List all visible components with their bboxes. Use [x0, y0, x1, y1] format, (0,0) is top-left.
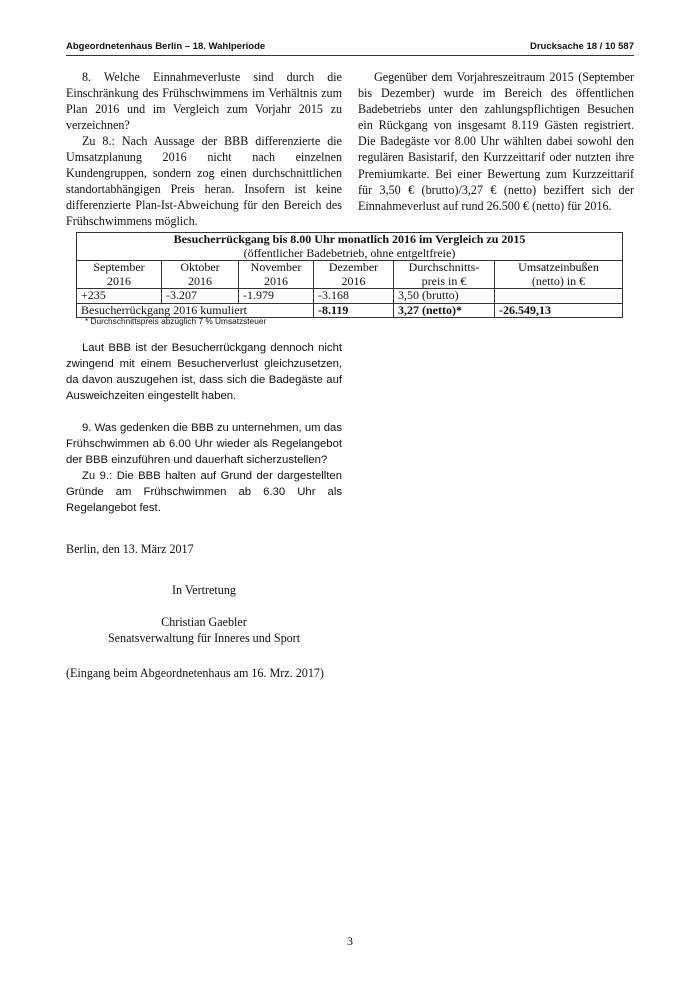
column-header: Oktober 2016 — [162, 261, 239, 289]
total-label: Besucherrückgang 2016 kumuliert — [77, 303, 314, 318]
table-cell: 3,50 (brutto) — [394, 289, 495, 304]
table-heading-cell — [77, 233, 623, 261]
representation-note: In Vertretung — [172, 583, 236, 597]
column-header: Durchschnitts- preis in € — [394, 261, 495, 289]
right-column-text: Gegenüber dem Vorjahreszeitraum 2015 (September bis Dezember) wurde im Bereich des öffentlichen Badebetriebs unter den zahlungspflichtigen Besuchen ein Rückgang von insgesamt 8.119 Gästen registriert. Die Badegäste vor 8.00 Uhr wählten dabei sowohl den regulären Basistarif, den Kurzzeittarif oder nutzten ihre Premiumkarte. Bei einer Bewertung zum Kurzzeittarif für 3,50 € (brutto)/3,27 € (netto) beziffert sich der Einnahmeverlust auf rund 26.500 € (netto) für 2016. — [358, 70, 634, 213]
table-cell: -3.207 — [162, 289, 239, 304]
column-header: November 2016 — [239, 261, 314, 289]
table-row — [77, 289, 623, 304]
total-value: -8.119 — [314, 303, 394, 318]
table-footnote: * Durchschnittspreis abzüglich 7 % Umsatzsteuer — [85, 316, 267, 326]
question-9: 9. Was gedenken die BBB zu unternehmen, um das Frühschwimmen ab 6.00 Uhr wieder als Regelangebot der BBB einzuführen und dauerhaft sicherzustellen? — [66, 422, 342, 466]
signatory-name: Christian Gaebler — [161, 615, 247, 629]
answer-9: Zu 9.: Die BBB halten auf Grund der dargestellten Gründe am Frühschwimmen ab 6.30 Uhr als Regelangebot fest. — [66, 470, 342, 514]
receipt-note: (Eingang beim Abgeordnetenhaus am 16. Mrz. 2017) — [66, 666, 324, 680]
table-title: Besucherrückgang bis 8.00 Uhr monatlich 2016 im Vergleich zu 2015 — [173, 232, 526, 246]
total-price: 3,27 (netto)* — [394, 303, 495, 318]
after-table-text: Laut BBB ist der Besucherrückgang dennoch nicht zwingend mit einem Besucherverlust gleichzusetzen, da davon auszugehen ist, dass sich die Badegäste auf Ausweichzeiten eingestellt haben. — [66, 342, 342, 402]
page-header — [66, 41, 634, 56]
page-number: 3 — [347, 934, 353, 948]
answer-8: Zu 8.: Nach Aussage der BBB differenzierte die Umsatzplanung 2016 nicht nach einzelnen Kundengruppen, sondern zog einen durchschnittlichen standortabhängigen Preis heran. Insofern ist keine differenzierte Plan-Ist-Abweichung für den Bereich des Frühschwimmens möglich. — [66, 134, 342, 229]
column-header: September 2016 — [77, 261, 162, 289]
place-date: Berlin, den 13. März 2017 — [66, 542, 194, 556]
table-subtitle: (öffentlicher Badebetrieb, ohne entgeltfreie) — [243, 245, 456, 260]
table-cell: -3.168 — [314, 289, 394, 304]
table-header-row — [77, 261, 623, 289]
header-parliament: Abgeordnetenhaus Berlin – 18. Wahlperiode — [66, 41, 266, 52]
table-cell: -1.979 — [239, 289, 314, 304]
signatory-department: Senatsverwaltung für Inneres und Sport — [107, 631, 301, 645]
column-header: Dezember 2016 — [314, 261, 394, 289]
total-loss: -26.549,13 — [495, 303, 623, 318]
question-8: 8. Welche Einnahmeverluste sind durch die Einschränkung des Frühschwimmens im Verhältnis zum Plan 2016 und im Vergleich zum Vorjahr 2015 zu verzeichnen? — [66, 70, 342, 133]
table-cell — [495, 289, 623, 304]
visitor-decline-table — [76, 232, 623, 318]
table-cell: +235 — [77, 289, 162, 304]
header-document-number: Drucksache 18 / 10 587 — [529, 41, 634, 52]
column-header: Umsatzeinbußen (netto) in € — [495, 261, 623, 289]
